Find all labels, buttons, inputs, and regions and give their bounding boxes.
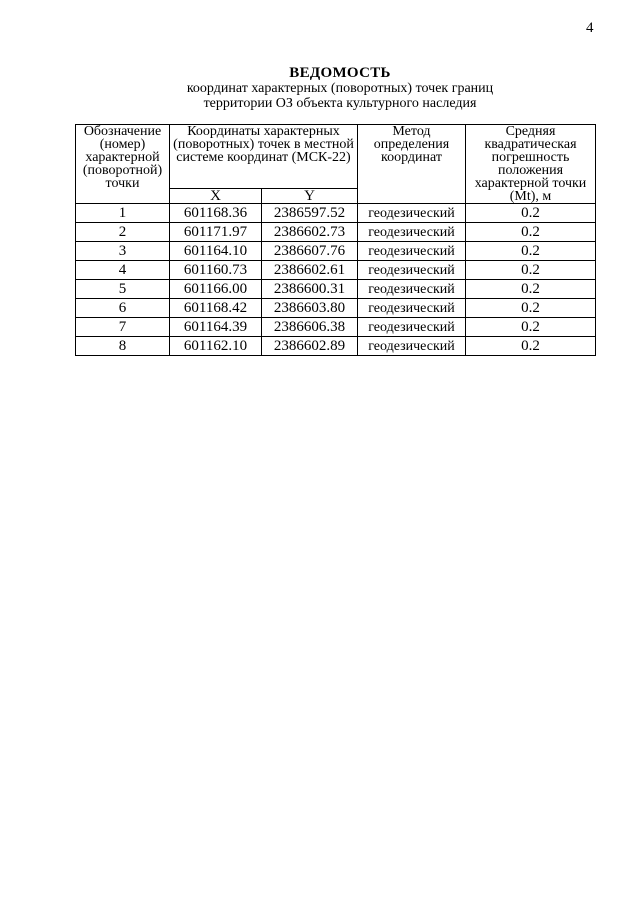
cell-point: 1 <box>76 204 170 223</box>
cell-point: 3 <box>76 242 170 261</box>
cell-y: 2386602.89 <box>262 337 358 356</box>
document-title: ВЕДОМОСТЬ <box>289 65 391 81</box>
cell-method: геодезический <box>358 318 466 337</box>
cell-point: 6 <box>76 299 170 318</box>
table-row <box>76 261 596 280</box>
header-designation: Обозначение (номер) характерной (поворотной) точки <box>76 125 170 204</box>
cell-accuracy: 0.2 <box>466 280 596 299</box>
cell-y: 2386597.52 <box>262 204 358 223</box>
cell-y: 2386602.61 <box>262 261 358 280</box>
cell-y: 2386607.76 <box>262 242 358 261</box>
header-accuracy: Средняя квадратическая погрешность положения характерной точки (Mt), м <box>466 125 596 204</box>
table-body <box>76 204 596 356</box>
cell-point: 7 <box>76 318 170 337</box>
cell-method: геодезический <box>358 242 466 261</box>
document-subtitle-line-2: территории ОЗ объекта культурного наследия <box>203 96 477 111</box>
cell-method: геодезический <box>358 223 466 242</box>
cell-accuracy: 0.2 <box>466 242 596 261</box>
cell-x: 601164.39 <box>170 318 262 337</box>
page-number: 4 <box>586 20 594 36</box>
table-row <box>76 318 596 337</box>
coordinates-table <box>75 124 596 356</box>
cell-method: геодезический <box>358 337 466 356</box>
cell-y: 2386600.31 <box>262 280 358 299</box>
cell-point: 5 <box>76 280 170 299</box>
cell-point: 2 <box>76 223 170 242</box>
cell-x: 601164.10 <box>170 242 262 261</box>
cell-y: 2386602.73 <box>262 223 358 242</box>
cell-accuracy: 0.2 <box>466 261 596 280</box>
cell-method: геодезический <box>358 204 466 223</box>
cell-accuracy: 0.2 <box>466 318 596 337</box>
cell-y: 2386606.38 <box>262 318 358 337</box>
cell-point: 8 <box>76 337 170 356</box>
table-row <box>76 299 596 318</box>
cell-accuracy: 0.2 <box>466 204 596 223</box>
cell-x: 601160.73 <box>170 261 262 280</box>
cell-x: 601162.10 <box>170 337 262 356</box>
cell-accuracy: 0.2 <box>466 299 596 318</box>
table-row <box>76 337 596 356</box>
cell-point: 4 <box>76 261 170 280</box>
header-y: Y <box>262 189 358 204</box>
header-coordinates: Координаты характерных (поворотных) точек в местной системе координат (МСК-22) <box>170 125 358 189</box>
cell-accuracy: 0.2 <box>466 337 596 356</box>
table-row <box>76 242 596 261</box>
cell-x: 601168.36 <box>170 204 262 223</box>
cell-method: геодезический <box>358 280 466 299</box>
cell-accuracy: 0.2 <box>466 223 596 242</box>
table-row <box>76 204 596 223</box>
header-x: X <box>170 189 262 204</box>
table-row <box>76 223 596 242</box>
cell-method: геодезический <box>358 261 466 280</box>
cell-x: 601171.97 <box>170 223 262 242</box>
cell-x: 601168.42 <box>170 299 262 318</box>
cell-x: 601166.00 <box>170 280 262 299</box>
cell-method: геодезический <box>358 299 466 318</box>
header-method: Метод определения координат <box>358 125 466 204</box>
cell-y: 2386603.80 <box>262 299 358 318</box>
table-row <box>76 280 596 299</box>
document-subtitle-line-1: координат характерных (поворотных) точек границ <box>186 81 494 96</box>
document-heading <box>140 66 540 111</box>
